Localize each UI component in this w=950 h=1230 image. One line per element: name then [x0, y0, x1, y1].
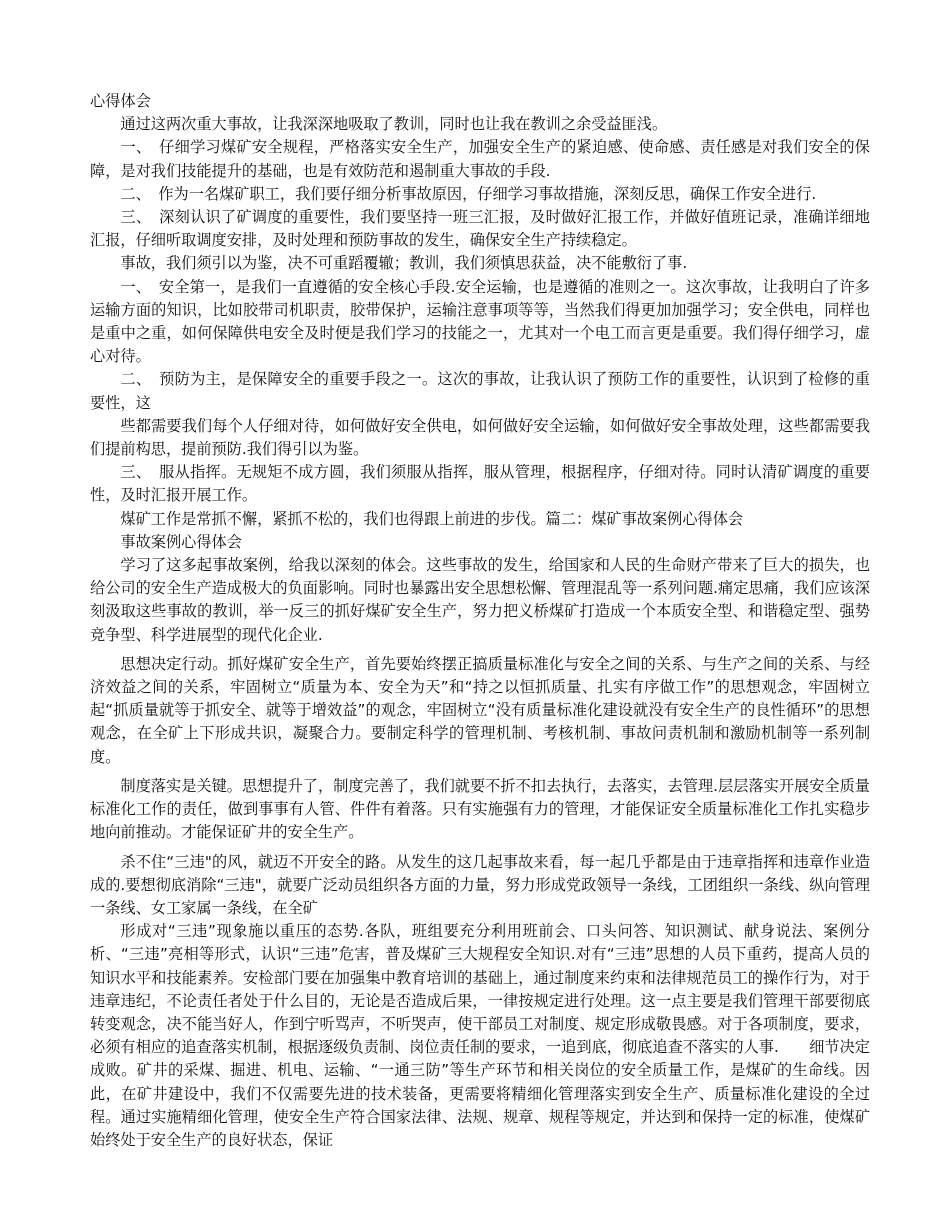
- paragraph: 一、 仔细学习煤矿安全规程，严格落实安全生产，加强安全生产的紧迫感、使命感、责任感是对我们安全的保障，是对我们技能提升的基础，也是有效防范和遏制重大事故的手段.: [90, 138, 870, 180]
- paragraph: 事故，我们须引以为鉴，决不可重蹈覆辙；教训，我们须慎思获益，决不能敷衍了事.: [120, 254, 688, 273]
- document-body: [90, 113, 870, 1152]
- paragraph: 二、 预防为主，是保障安全的重要手段之一。这次的事故，让我认识了预防工作的重要性，认识到了检修的重要性，这: [90, 370, 870, 412]
- paragraph: 三、 服从指挥。无规矩不成方圆，我们须服从指挥，服从管理，根据程序，仔细对待。同时认清矿调度的重要性，及时汇报开展工作。: [90, 463, 870, 505]
- paragraph: 杀不住“三违"的风，就迈不开安全的路。从发生的这几起事故来看，每一起几乎都是由于违章指挥和违章作业造成的.要想彻底消除“三违"，就要广泛动员组织各方面的力量，努力形成党政领导一条线，工团组织一条线、纵向管理一条线、女工家属一条线，在全矿: [90, 852, 870, 917]
- paragraph: 思想决定行动。抓好煤矿安全生产，首先要始终摆正搞质量标准化与安全之间的关系、与生产之间的关系、与经济效益之间的关系，牢固树立“质量为本、安全为天”和“持之以恒抓质量、扎实有序做工作”的思想观念，牢固树立起“抓质量就等于抓安全、就等于增效益”的观念，牢固树立“没有质量标准化建设就没有安全生产的良性循环”的思想观念，在全矿上下形成共识，凝聚合力。要制定科学的管理机制、考核机制、事故问责机制和激励机制等一系列制度。: [90, 654, 870, 766]
- paragraph: 通过这两次重大事故，让我深深地吸取了教训，同时也让我在教训之余受益匪浅。: [120, 115, 668, 134]
- paragraph: 些都需要我们每个人仔细对待，如何做好安全供电，如何做好安全运输，如何做好安全事故处理，这些都需要我们提前构思，提前预防.我们得引以为鉴。: [90, 416, 870, 459]
- paragraph: 制度落实是关键。思想提升了，制度完善了，我们就要不折不扣去执行，去落实，去管理.层层落实开展安全质量标准化工作的责任，做到事事有人管、件件有着落。只有实施强有力的管理，才能保证安全质量标准化工作扎实稳步地向前推动。才能保证矿井的安全生产。: [90, 776, 870, 842]
- document-title: 心得体会: [90, 92, 151, 110]
- document-page: [90, 90, 870, 1152]
- paragraph: 一、 安全第一，是我们一直遵循的安全核心手段.安全运输，也是遵循的准则之一。这次事故，让我明白了许多运输方面的知识，比如胶带司机职责，胶带保护，运输注意事项等等，当然我们得更加加强学习；安全供电，同样也是重中之重，如何保障供电安全及时便是我们学习的技能之一，尤其对一个电工而言更是重要。我们得仔细学习，虚心对待。: [90, 277, 870, 366]
- paragraph: 三、 深刻认识了矿调度的重要性，我们要坚持一班三汇报，及时做好汇报工作，并做好值班记录，准确详细地汇报，仔细听取调度安排，及时处理和预防事故的发生，确保安全生产持续稳定。: [90, 208, 870, 250]
- paragraph: 学习了这多起事故案例，给我以深刻的体会。这些事故的发生，给国家和人民的生命财产带来了巨大的损失，也给公司的安全生产造成极大的负面影响。同时也暴露出安全思想松懈、管理混乱等一系列问题.痛定思痛，我们应该深刻汲取这些事故的教训，举一反三的抓好煤矿安全生产，努力把义桥煤矿打造成一个本质安全型、和谐稳定型、强势竞争型、科学进展型的现代化企业.: [90, 556, 870, 644]
- paragraph: 煤矿工作是常抓不懈，紧抓不松的，我们也得跟上前进的步伐。篇二：煤矿事故案例心得体会: [120, 509, 744, 528]
- paragraph: 形成对“三违”现象施以重压的态势.各队，班组要充分利用班前会、口头问答、知识测试、献身说法、案例分析、“三违”亮相等形式，认识“三违”危害，普及煤矿三大规程安全知识.对有“三违”思想的人员下重药，提高人员的知识水平和技能素养。安检部门要在加强集中教育培训的基础上，通过制度来约束和法律规范员工的操作行为，对于违章违纪，不论责任者处于什么目的，无论是否造成后果，一律按规定进行处理。这一点主要是我们管理干部要彻底转变观念，决不能当好人，作到宁听骂声，不听哭声，使干部员工对制度、规定形成敬畏感。对于各项制度，要求，必须有相应的追查落实机制，根据逐级负责制、岗位责任制的要求，一追到底，彻底追查不落实的人事. 细节决定成败。矿井的采煤、掘进、机电、运输、“一通三防”等生产环节和相关岗位的安全质量工作，是煤矿的生命线。因此，在矿井建设中，我们不仅需要先进的技术装备，更需要将精细化管理落实到安全生产、质量标准化建设的全过程。通过实施精细化管理，使安全生产符合国家法律、法规、规章、规程等规定，并达到和保持一定的标准，使煤矿始终处于安全生产的良好状态，保证: [90, 922, 870, 1149]
- paragraph: 事故案例心得体会: [120, 532, 242, 551]
- paragraph: 二、 作为一名煤矿职工，我们要仔细分析事故原因，仔细学习事故措施，深刻反思，确保工作安全进行.: [120, 184, 817, 203]
